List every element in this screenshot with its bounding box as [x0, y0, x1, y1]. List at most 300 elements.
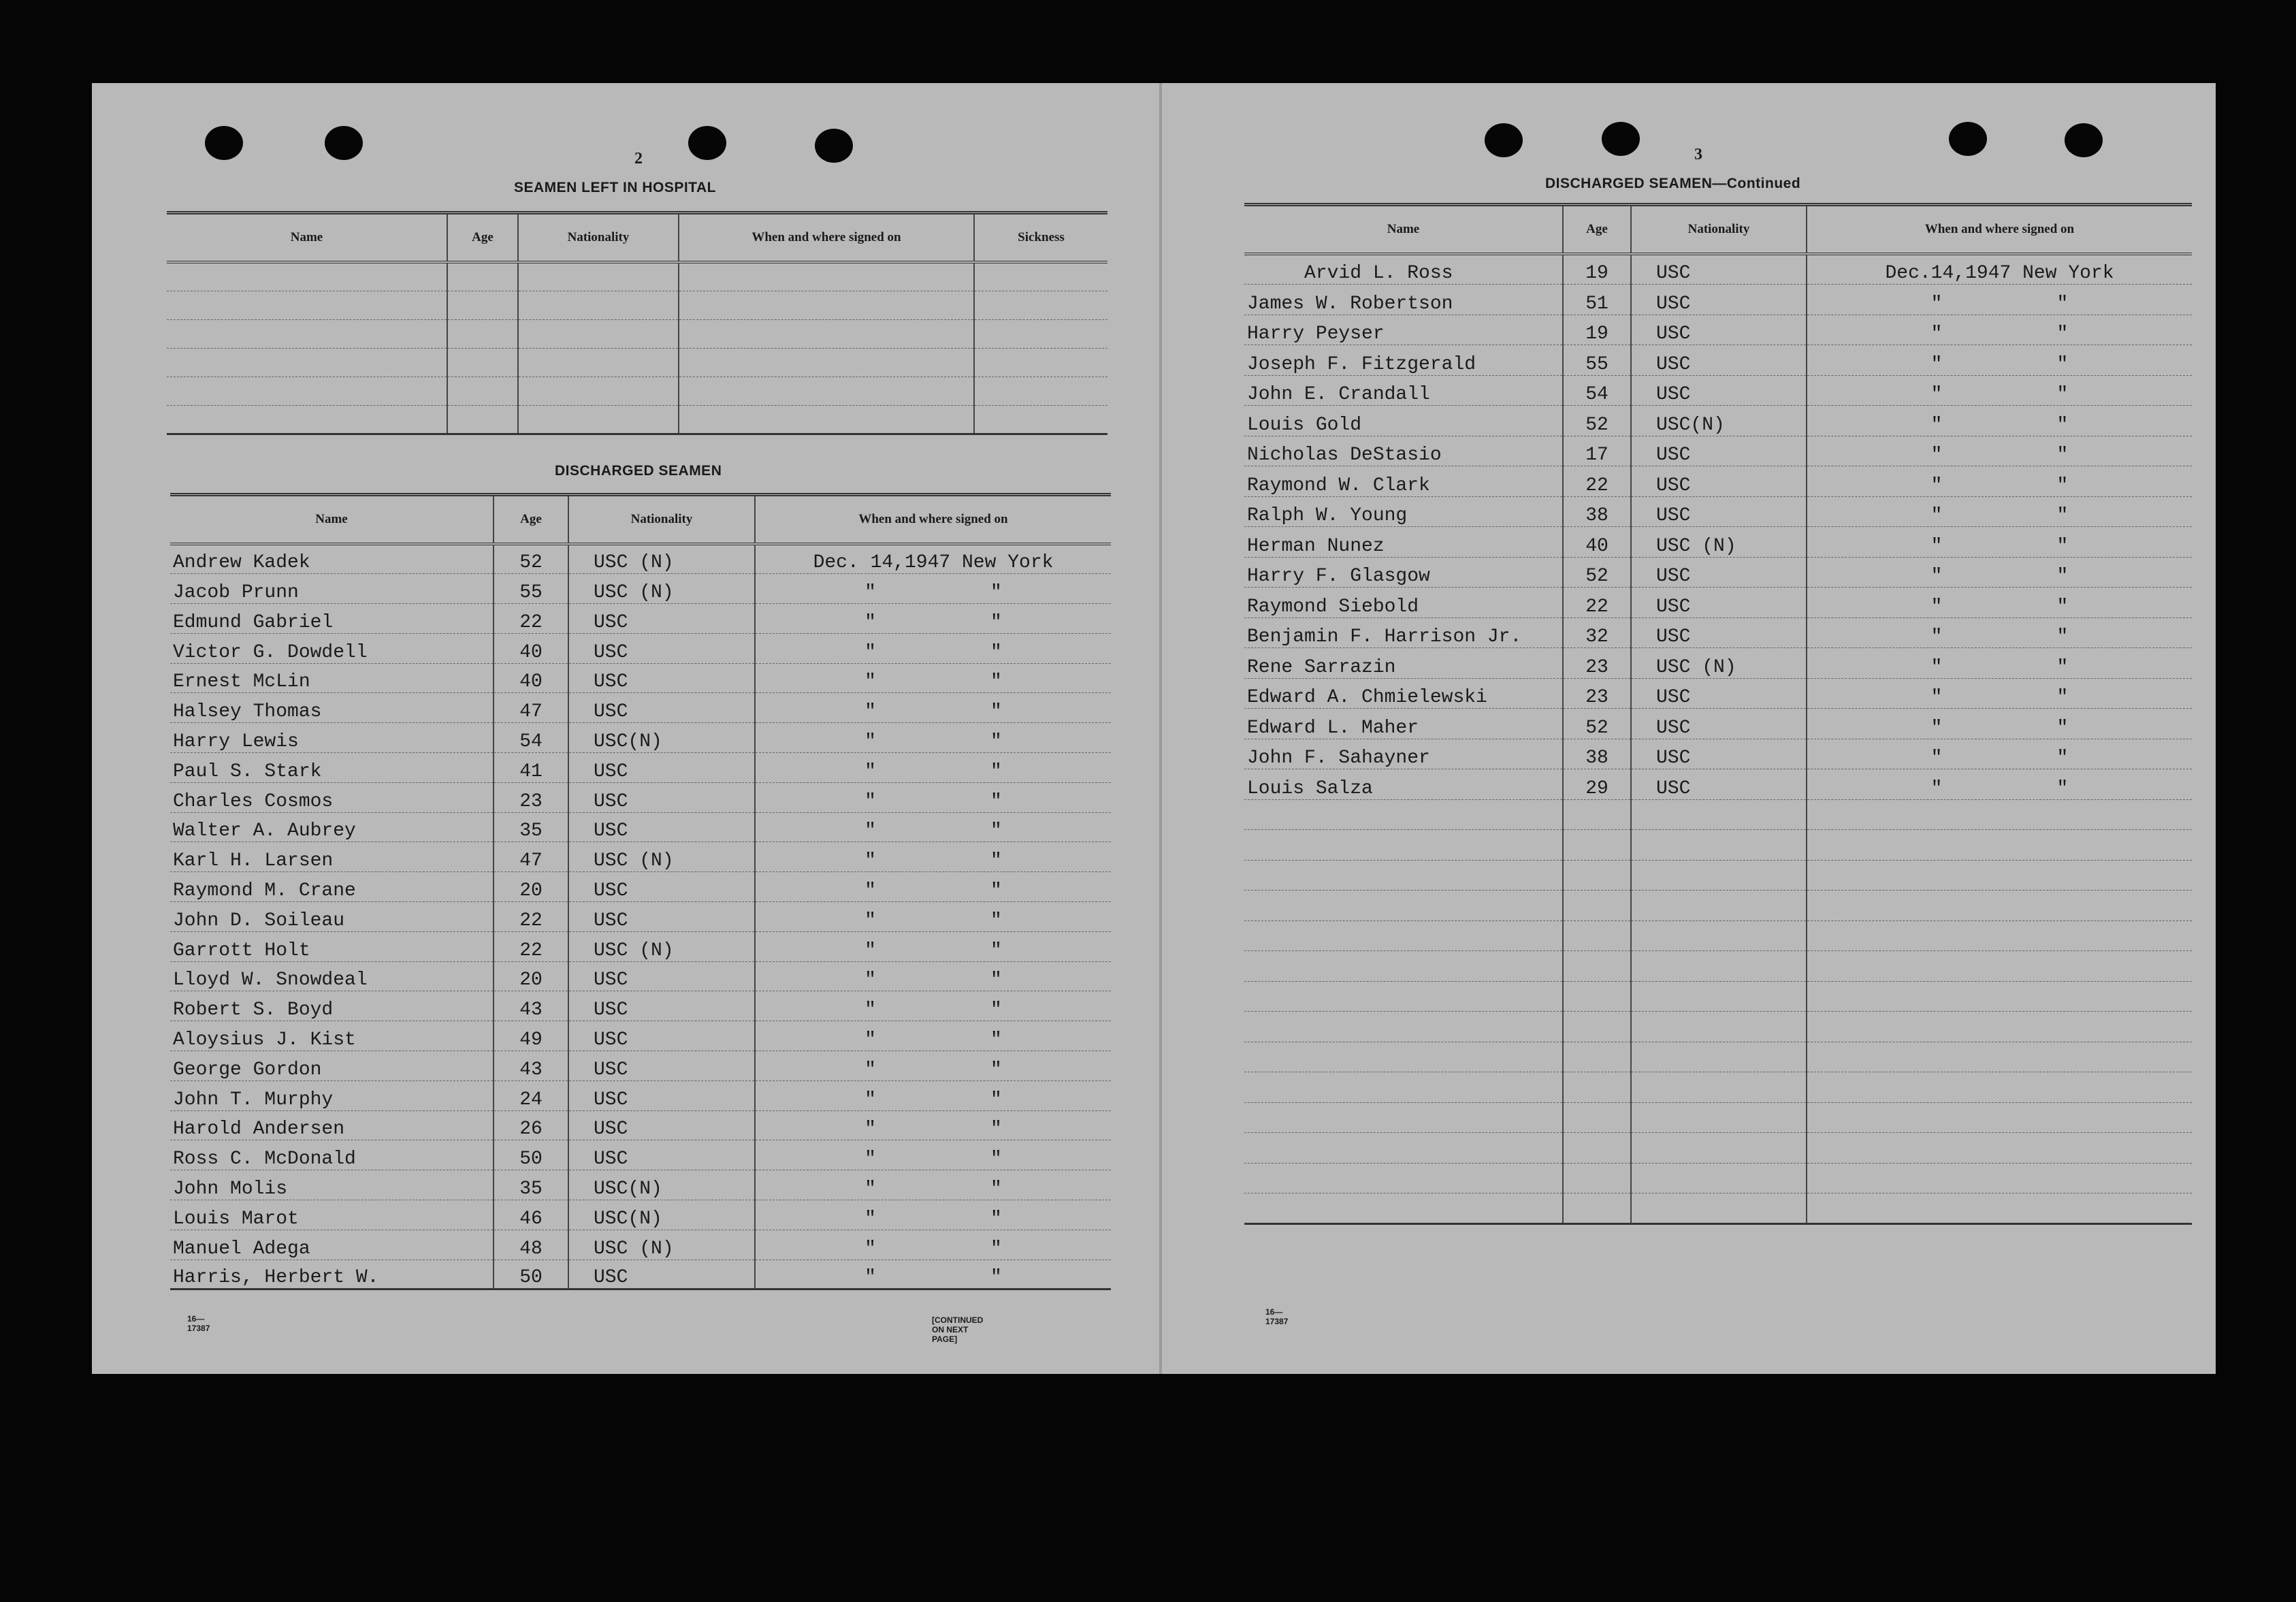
table-row: [170, 1230, 1111, 1260]
seaman-age: 47: [494, 842, 568, 872]
empty-cell: [1807, 1072, 2192, 1103]
seaman-age: 35: [494, 1170, 568, 1200]
seaman-nationality: USC: [568, 753, 755, 783]
seaman-nationality: USC: [1631, 739, 1807, 769]
signed-on: " ": [1807, 678, 2192, 709]
empty-cell: [1807, 1042, 2192, 1072]
signed-on: " ": [755, 574, 1111, 604]
seaman-age: 40: [1563, 527, 1631, 558]
seaman-name: Manuel Adega: [170, 1230, 494, 1260]
seaman-nationality: USC (N): [568, 544, 755, 574]
seaman-name: Halsey Thomas: [170, 693, 494, 723]
seaman-name: Arvid L. Ross: [1244, 254, 1563, 285]
table-row: [170, 544, 1111, 574]
seaman-age: 38: [1563, 739, 1631, 769]
table-row: [1244, 345, 2192, 376]
table-row: [1244, 769, 2192, 800]
seaman-name: Harold Andersen: [170, 1110, 494, 1140]
signed-on: " ": [1807, 285, 2192, 315]
seaman-name: John Molis: [170, 1170, 494, 1200]
table-row: [1244, 739, 2192, 769]
seaman-age: 50: [494, 1140, 568, 1170]
table-row: [170, 723, 1111, 753]
seaman-age: 19: [1563, 315, 1631, 345]
empty-cell: [1631, 1194, 1807, 1224]
form-number: 16—17387: [187, 1314, 210, 1333]
seaman-age: 22: [494, 931, 568, 961]
seaman-name: Ernest McLin: [170, 663, 494, 693]
hospital-section-title: SEAMEN LEFT IN HOSPITAL: [514, 180, 716, 195]
empty-cell: [1244, 860, 1563, 891]
hospital-rows: [167, 262, 1107, 434]
seaman-nationality: USC (N): [1631, 527, 1807, 558]
punch-hole: [815, 129, 853, 163]
seaman-age: 17: [1563, 436, 1631, 466]
discharged-continued-title: [1545, 176, 1800, 192]
empty-cell: [1631, 1133, 1807, 1164]
seaman-age: 20: [494, 961, 568, 991]
seaman-name: Robert S. Boyd: [170, 991, 494, 1021]
seaman-nationality: USC(N): [1631, 406, 1807, 436]
empty-cell: [1244, 920, 1563, 951]
seaman-nationality: USC: [1631, 769, 1807, 800]
seaman-nationality: USC (N): [568, 1230, 755, 1260]
table-row: [1244, 588, 2192, 618]
seaman-age: 29: [1563, 769, 1631, 800]
seaman-name: Harry Peyser: [1244, 315, 1563, 345]
table-row: [170, 1051, 1111, 1081]
seaman-nationality: USC: [1631, 496, 1807, 527]
seaman-age: 55: [1563, 345, 1631, 376]
empty-cell: [1244, 891, 1563, 921]
signed-on: " ": [755, 902, 1111, 932]
empty-cell: [1631, 1042, 1807, 1072]
seaman-age: 22: [494, 604, 568, 634]
signed-on: " ": [755, 1140, 1111, 1170]
seaman-age: 52: [1563, 709, 1631, 739]
seaman-nationality: USC: [568, 693, 755, 723]
table-row: [1244, 860, 2192, 891]
seaman-age: 19: [1563, 254, 1631, 285]
table-row: [1244, 1072, 2192, 1103]
signed-on: " ": [755, 753, 1111, 783]
empty-cell: [1563, 1042, 1631, 1072]
empty-cell: [1563, 1072, 1631, 1103]
table-row: [1244, 1133, 2192, 1164]
seaman-nationality: USC: [568, 1260, 755, 1289]
table-row: [170, 961, 1111, 991]
col-header-sickness: Sickness: [974, 213, 1107, 263]
empty-cell: [1631, 1163, 1807, 1194]
empty-cell: [1631, 1072, 1807, 1103]
seaman-age: 22: [1563, 588, 1631, 618]
signed-on: " ": [1807, 436, 2192, 466]
document-sheet: [92, 83, 2216, 1374]
seaman-age: 41: [494, 753, 568, 783]
page-number: 3: [1694, 146, 1702, 163]
signed-on: " ": [1807, 466, 2192, 497]
table-row: [170, 1260, 1111, 1289]
title-text: DISCHARGED SEAMEN: [1545, 176, 1713, 191]
seaman-nationality: USC: [568, 991, 755, 1021]
seaman-nationality: USC (N): [568, 931, 755, 961]
page-number: 2: [634, 150, 643, 167]
empty-cell: [1807, 981, 2192, 1012]
form-number: 16—17387: [1265, 1307, 1289, 1326]
seaman-nationality: USC: [568, 1110, 755, 1140]
empty-cell: [1244, 799, 1563, 830]
signed-on: " ": [1807, 709, 2192, 739]
signed-on: " ": [755, 842, 1111, 872]
seaman-name: John T. Murphy: [170, 1080, 494, 1110]
seaman-name: Edward L. Maher: [1244, 709, 1563, 739]
table-row: [1244, 1102, 2192, 1133]
seaman-name: Edward A. Chmielewski: [1244, 678, 1563, 709]
seaman-name: Aloysius J. Kist: [170, 1021, 494, 1051]
signed-on: " ": [1807, 375, 2192, 406]
col-header-age: Age: [447, 213, 518, 263]
seaman-age: 48: [494, 1230, 568, 1260]
table-row: [170, 931, 1111, 961]
table-row: [1244, 951, 2192, 982]
discharged-continued-rows: [1244, 254, 2192, 1223]
empty-cell: [1563, 920, 1631, 951]
continued-note: [CONTINUED ON NEXT PAGE]: [932, 1315, 984, 1344]
seaman-name: Nicholas DeStasio: [1244, 436, 1563, 466]
table-row: [170, 753, 1111, 783]
seaman-name: Jacob Prunn: [170, 574, 494, 604]
seaman-age: 52: [1563, 557, 1631, 588]
page-fold: [1159, 83, 1162, 1374]
empty-cell: [1631, 891, 1807, 921]
seaman-age: 55: [494, 574, 568, 604]
seaman-name: Walter A. Aubrey: [170, 812, 494, 842]
seaman-age: 24: [494, 1080, 568, 1110]
table-row: [170, 1200, 1111, 1230]
signed-on: " ": [755, 663, 1111, 693]
signed-on: " ": [1807, 588, 2192, 618]
signed-on: " ": [755, 1230, 1111, 1260]
seaman-name: Ross C. McDonald: [170, 1140, 494, 1170]
seaman-name: Raymond Siebold: [1244, 588, 1563, 618]
seaman-name: Rene Sarrazin: [1244, 648, 1563, 679]
table-row: [1244, 285, 2192, 315]
signed-on: " ": [1807, 739, 2192, 769]
table-row: [1244, 406, 2192, 436]
empty-cell: [1631, 981, 1807, 1012]
table-row: [1244, 618, 2192, 648]
punch-hole: [2065, 123, 2103, 157]
seaman-nationality: USC: [568, 961, 755, 991]
seaman-age: 47: [494, 693, 568, 723]
signed-on: " ": [755, 1080, 1111, 1110]
seaman-nationality: USC: [1631, 557, 1807, 588]
signed-on: " ": [755, 723, 1111, 753]
seaman-age: 46: [494, 1200, 568, 1230]
col-header-nationality: Nationality: [518, 213, 679, 263]
seaman-age: 50: [494, 1260, 568, 1289]
seaman-age: 49: [494, 1021, 568, 1051]
signed-on: " ": [1807, 315, 2192, 345]
seaman-nationality: USC: [1631, 436, 1807, 466]
table-row: [1244, 830, 2192, 861]
col-header-signed-on: When and where signed on: [679, 213, 974, 263]
signed-on: " ": [755, 693, 1111, 723]
signed-on: " ": [755, 812, 1111, 842]
empty-cell: [1244, 1133, 1563, 1164]
empty-cell: [1631, 1012, 1807, 1042]
seaman-nationality: USC: [1631, 466, 1807, 497]
table-row: [1244, 1042, 2192, 1072]
table-row: [1244, 891, 2192, 921]
seaman-name: Lloyd W. Snowdeal: [170, 961, 494, 991]
table-row: [170, 693, 1111, 723]
empty-cell: [1244, 830, 1563, 861]
signed-on: " ": [755, 931, 1111, 961]
seaman-age: 43: [494, 1051, 568, 1081]
signed-on: " ": [1807, 345, 2192, 376]
col-header-name: Name: [167, 213, 447, 263]
seaman-nationality: USC: [1631, 285, 1807, 315]
seaman-name: Paul S. Stark: [170, 753, 494, 783]
col-header-nationality: Nationality: [568, 495, 755, 545]
empty-cell: [1563, 799, 1631, 830]
empty-cell: [1563, 860, 1631, 891]
table-row: [1244, 496, 2192, 527]
punch-hole: [688, 126, 726, 160]
empty-cell: [1631, 799, 1807, 830]
seaman-nationality: USC: [568, 1051, 755, 1081]
seaman-nationality: USC: [568, 1021, 755, 1051]
seaman-nationality: USC(N): [568, 1200, 755, 1230]
punch-hole: [1602, 122, 1640, 156]
seaman-nationality: USC (N): [568, 574, 755, 604]
table-row: [1244, 1163, 2192, 1194]
seaman-name: James W. Robertson: [1244, 285, 1563, 315]
seaman-age: 43: [494, 991, 568, 1021]
empty-cell: [1631, 951, 1807, 982]
seaman-nationality: USC: [568, 812, 755, 842]
col-header-age: Age: [494, 495, 568, 545]
table-row: [170, 1021, 1111, 1051]
seaman-nationality: USC: [568, 872, 755, 902]
empty-cell: [1631, 1102, 1807, 1133]
seaman-name: Victor G. Dowdell: [170, 633, 494, 663]
col-header-signed-on: When and where signed on: [755, 495, 1111, 545]
seaman-nationality: USC (N): [1631, 648, 1807, 679]
seaman-nationality: USC: [1631, 375, 1807, 406]
table-row: [170, 1140, 1111, 1170]
seaman-nationality: USC(N): [568, 1170, 755, 1200]
seaman-age: 52: [494, 544, 568, 574]
seaman-age: 54: [1563, 375, 1631, 406]
col-header-name: Name: [170, 495, 494, 545]
seaman-name: Harris, Herbert W.: [170, 1260, 494, 1289]
empty-cell: [1244, 951, 1563, 982]
signed-on: " ": [755, 1110, 1111, 1140]
seaman-age: 40: [494, 633, 568, 663]
seaman-name: Harry Lewis: [170, 723, 494, 753]
seaman-name: Joseph F. Fitzgerald: [1244, 345, 1563, 376]
punch-hole: [205, 126, 243, 160]
table-row: [1244, 557, 2192, 588]
seaman-age: 40: [494, 663, 568, 693]
empty-cell: [1807, 1012, 2192, 1042]
table-row: [170, 902, 1111, 932]
seaman-nationality: USC: [568, 633, 755, 663]
table-row: [1244, 709, 2192, 739]
signed-on: Dec. 14,1947 New York: [755, 544, 1111, 574]
empty-cell: [1563, 1194, 1631, 1224]
seaman-age: 23: [494, 782, 568, 812]
seaman-age: 32: [1563, 618, 1631, 648]
empty-cell: [1807, 951, 2192, 982]
seaman-name: Harry F. Glasgow: [1244, 557, 1563, 588]
signed-on: " ": [1807, 527, 2192, 558]
table-row: [170, 633, 1111, 663]
col-header-name: Name: [1244, 205, 1563, 255]
seaman-name: Karl H. Larsen: [170, 842, 494, 872]
seaman-name: John E. Crandall: [1244, 375, 1563, 406]
seaman-nationality: USC: [568, 782, 755, 812]
empty-cell: [1563, 830, 1631, 861]
signed-on: " ": [755, 633, 1111, 663]
table-row: [170, 872, 1111, 902]
empty-cell: [1807, 1102, 2192, 1133]
seaman-name: Louis Gold: [1244, 406, 1563, 436]
discharged-table: [170, 493, 1111, 1290]
signed-on: " ": [755, 991, 1111, 1021]
empty-cell: [1631, 860, 1807, 891]
seaman-nationality: USC: [568, 902, 755, 932]
seaman-name: George Gordon: [170, 1051, 494, 1081]
seaman-nationality: USC: [1631, 618, 1807, 648]
signed-on: " ": [755, 961, 1111, 991]
seaman-nationality: USC: [568, 1140, 755, 1170]
empty-cell: [1807, 1194, 2192, 1224]
seaman-name: Louis Salza: [1244, 769, 1563, 800]
seaman-nationality: USC: [1631, 345, 1807, 376]
seaman-nationality: USC: [1631, 315, 1807, 345]
signed-on: " ": [1807, 648, 2192, 679]
signed-on: " ": [1807, 496, 2192, 527]
seaman-nationality: USC: [1631, 254, 1807, 285]
empty-cell: [1244, 1042, 1563, 1072]
table-row: [1244, 648, 2192, 679]
signed-on: " ": [755, 782, 1111, 812]
hospital-table: [167, 211, 1107, 435]
empty-cell: [1244, 1163, 1563, 1194]
signed-on: " ": [1807, 557, 2192, 588]
seaman-nationality: USC (N): [568, 842, 755, 872]
empty-cell: [1807, 891, 2192, 921]
table-row: [1244, 466, 2192, 497]
seaman-nationality: USC(N): [568, 723, 755, 753]
table-row: [1244, 1012, 2192, 1042]
col-header-nationality: Nationality: [1631, 205, 1807, 255]
empty-cell: [1244, 1012, 1563, 1042]
discharged-rows: [170, 544, 1111, 1289]
seaman-name: Herman Nunez: [1244, 527, 1563, 558]
empty-cell: [1807, 920, 2192, 951]
seaman-name: Edmund Gabriel: [170, 604, 494, 634]
punch-hole: [1485, 123, 1523, 157]
signed-on: " ": [755, 1170, 1111, 1200]
table-row: [1244, 527, 2192, 558]
seaman-nationality: USC: [1631, 678, 1807, 709]
signed-on: " ": [755, 1260, 1111, 1289]
table-row: [170, 991, 1111, 1021]
punch-hole: [325, 126, 363, 160]
table-row: [1244, 981, 2192, 1012]
seaman-nationality: USC: [1631, 709, 1807, 739]
seaman-name: Andrew Kadek: [170, 544, 494, 574]
empty-cell: [1807, 1163, 2192, 1194]
empty-cell: [1563, 981, 1631, 1012]
title-suffix: —Continued: [1712, 176, 1801, 191]
seaman-nationality: USC: [568, 604, 755, 634]
seaman-age: 23: [1563, 648, 1631, 679]
signed-on: " ": [755, 604, 1111, 634]
seaman-age: 22: [1563, 466, 1631, 497]
table-row: [1244, 375, 2192, 406]
signed-on: " ": [1807, 406, 2192, 436]
seaman-age: 54: [494, 723, 568, 753]
seaman-name: Ralph W. Young: [1244, 496, 1563, 527]
col-header-signed-on: When and where signed on: [1807, 205, 2192, 255]
table-row: [170, 812, 1111, 842]
seaman-nationality: USC: [568, 663, 755, 693]
seaman-age: 23: [1563, 678, 1631, 709]
table-row: [170, 604, 1111, 634]
seaman-age: 26: [494, 1110, 568, 1140]
signed-on: " ": [1807, 618, 2192, 648]
table-row: [1244, 678, 2192, 709]
seaman-name: Benjamin F. Harrison Jr.: [1244, 618, 1563, 648]
seaman-name: Charles Cosmos: [170, 782, 494, 812]
table-row: [1244, 799, 2192, 830]
empty-cell: [1244, 1072, 1563, 1103]
table-row: [170, 842, 1111, 872]
seaman-name: Raymond M. Crane: [170, 872, 494, 902]
signed-on: Dec.14,1947 New York: [1807, 254, 2192, 285]
empty-cell: [1563, 1163, 1631, 1194]
discharged-continued-table: [1244, 203, 2192, 1225]
seaman-name: John F. Sahayner: [1244, 739, 1563, 769]
empty-cell: [1244, 1102, 1563, 1133]
empty-cell: [1563, 1102, 1631, 1133]
signed-on: " ": [755, 1200, 1111, 1230]
empty-cell: [1563, 1012, 1631, 1042]
table-row: [1244, 254, 2192, 285]
empty-cell: [1631, 920, 1807, 951]
empty-cell: [1807, 830, 2192, 861]
table-row: [170, 1110, 1111, 1140]
empty-cell: [1631, 830, 1807, 861]
empty-cell: [1563, 1133, 1631, 1164]
col-header-age: Age: [1563, 205, 1631, 255]
seaman-age: 35: [494, 812, 568, 842]
table-row: [1244, 920, 2192, 951]
empty-cell: [1807, 860, 2192, 891]
seaman-name: Raymond W. Clark: [1244, 466, 1563, 497]
seaman-age: 22: [494, 902, 568, 932]
empty-cell: [1807, 1133, 2192, 1164]
punch-hole: [1949, 122, 1987, 156]
table-row: [1244, 436, 2192, 466]
signed-on: " ": [755, 872, 1111, 902]
table-row: [170, 1170, 1111, 1200]
